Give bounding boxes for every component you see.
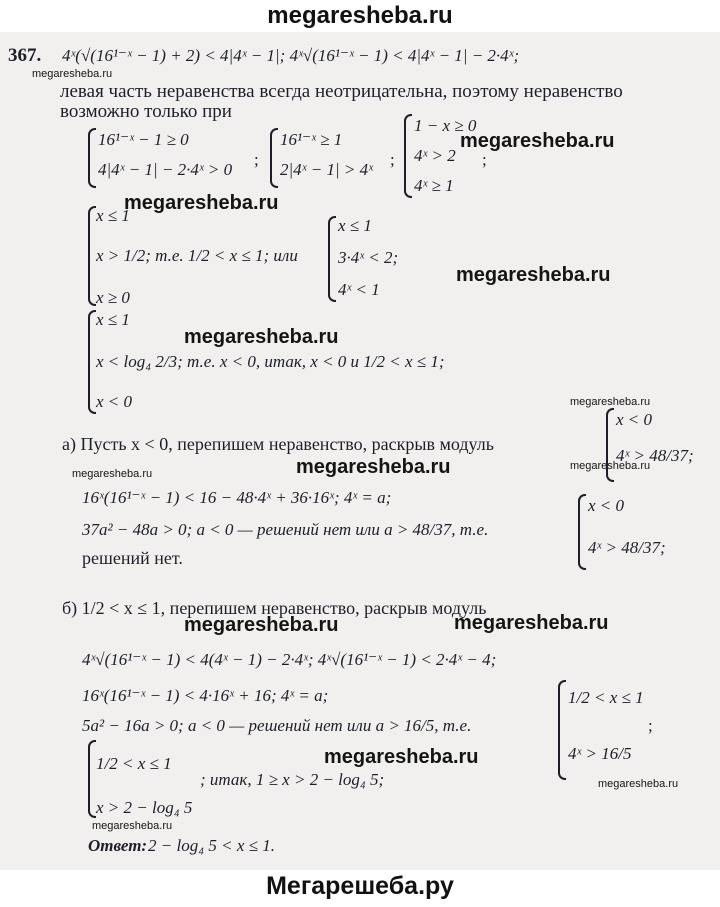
watermark-small: megaresheba.ru [570, 460, 651, 472]
watermark: megaresheba.ru [296, 456, 451, 478]
part-a-system2-row1: x < 0 [588, 496, 625, 515]
system4-row3: x ≥ 0 [96, 288, 130, 307]
system6-row1: x ≤ 1 [96, 310, 130, 329]
system-brace [558, 680, 566, 780]
system-brace [404, 114, 412, 198]
part-a-line-3: 37a² − 48a > 0; a < 0 — решений нет или a > 48/37, т.е. [82, 520, 489, 539]
part-b-system-row2: 4ˣ > 16/5 [568, 744, 632, 763]
part-b-line-2: 4ˣ√(16¹⁻ˣ − 1) < 4(4ˣ − 1) − 2·4ˣ; 4ˣ√(16¹⁻ˣ − 1) < 2·4ˣ − 4; [82, 650, 497, 669]
part-b-system-row1: 1/2 < x ≤ 1 [568, 688, 644, 707]
watermark: megaresheba.ru [184, 614, 339, 636]
system1-row1: 16¹⁻ˣ − 1 ≥ 0 [98, 130, 189, 149]
part-b-line-4: 5a² − 16a > 0; a < 0 — решений нет или a > 16/5, т.е. [82, 716, 472, 735]
system3-row3: 4ˣ ≥ 1 [414, 176, 454, 195]
system3-separator: ; [482, 150, 487, 169]
system-brace [88, 128, 96, 188]
system6-row2: x < log₄ 2/3; т.е. x < 0, итак, x < 0 и 1/2 < x ≤ 1; [96, 352, 445, 371]
system2-row1: 16¹⁻ˣ ≥ 1 [280, 130, 343, 149]
system-brace [88, 206, 96, 306]
system4-row1: x ≤ 1 [96, 206, 130, 225]
site-footer[interactable]: Мегарешеба.ру [266, 872, 454, 900]
answer-label: Ответ: [88, 836, 148, 855]
answer-value: 2 − log₄ 5 < x ≤ 1. [148, 836, 275, 855]
problem-number: 367. [8, 45, 42, 66]
system-brace [578, 494, 586, 570]
watermark-small: megaresheba.ru [72, 468, 153, 480]
system1-separator: ; [254, 150, 259, 169]
watermark: megaresheba.ru [460, 130, 615, 152]
text-line-3: возможно только при [60, 101, 232, 122]
system-brace [270, 128, 278, 188]
part-b-system2-row2: x > 2 − log₄ 5 [96, 798, 193, 817]
inequality-line-1: 4ˣ(√(16¹⁻ˣ − 1) + 2) < 4|4ˣ − 1|; 4ˣ√(16¹⁻ˣ − 1) < 4|4ˣ − 1| − 2·4ˣ; [62, 46, 520, 65]
system2-separator: ; [390, 150, 395, 169]
part-b-line: б) 1/2 < x ≤ 1, перепишем неравенство, раскрыв модуль [62, 598, 487, 618]
system5-row2: 3·4ˣ < 2; [338, 248, 399, 267]
system5-row3: 4ˣ < 1 [338, 280, 380, 299]
part-a-line: а) Пусть x < 0, перепишем неравенство, раскрыв модуль [62, 434, 494, 454]
text-line-2: левая часть неравенства всегда неотрицательна, поэтому неравенство [60, 81, 623, 102]
part-b-system-end: ; [648, 716, 653, 735]
watermark-small: megaresheba.ru [92, 820, 173, 832]
part-b-itak: ; итак, 1 ≥ x > 2 − log₄ 5; [200, 770, 385, 789]
watermark-small: megaresheba.ru [32, 68, 113, 80]
system1-row2: 4|4ˣ − 1| − 2·4ˣ > 0 [98, 160, 233, 179]
part-a-system2-row2: 4ˣ > 48/37; [588, 538, 666, 557]
watermark: megaresheba.ru [184, 326, 339, 348]
system-brace [328, 216, 336, 302]
part-a-line-2: 16ˣ(16¹⁻ˣ − 1) < 16 − 48·4ˣ + 36·16ˣ; 4ˣ = a; [82, 488, 392, 507]
system5-row1: x ≤ 1 [338, 216, 372, 235]
part-a-system-row1: x < 0 [616, 410, 653, 429]
system-brace [88, 310, 96, 414]
watermark: megaresheba.ru [454, 612, 609, 634]
watermark-small: megaresheba.ru [570, 396, 651, 408]
watermark: megaresheba.ru [124, 192, 279, 214]
watermark: megaresheba.ru [456, 264, 611, 286]
watermark: megaresheba.ru [324, 746, 479, 768]
part-a-system-row2: 4ˣ > 48/37; [616, 446, 694, 465]
system4-row2: x > 1/2; т.е. 1/2 < x ≤ 1; или [96, 246, 298, 265]
system6-row3: x < 0 [96, 392, 133, 411]
system3-row1: 1 − x ≥ 0 [414, 116, 477, 135]
part-a-line-4: решений нет. [82, 548, 183, 568]
part-b-line-3: 16ˣ(16¹⁻ˣ − 1) < 4·16ˣ + 16; 4ˣ = a; [82, 686, 329, 705]
system2-row2: 2|4ˣ − 1| > 4ˣ [280, 160, 373, 179]
system-brace [88, 740, 96, 818]
system3-row2: 4ˣ > 2 [414, 146, 456, 165]
watermark-small: megaresheba.ru [598, 778, 679, 790]
part-b-system2-row1: 1/2 < x ≤ 1 [96, 754, 172, 773]
site-header[interactable]: megaresheba.ru [267, 2, 453, 29]
